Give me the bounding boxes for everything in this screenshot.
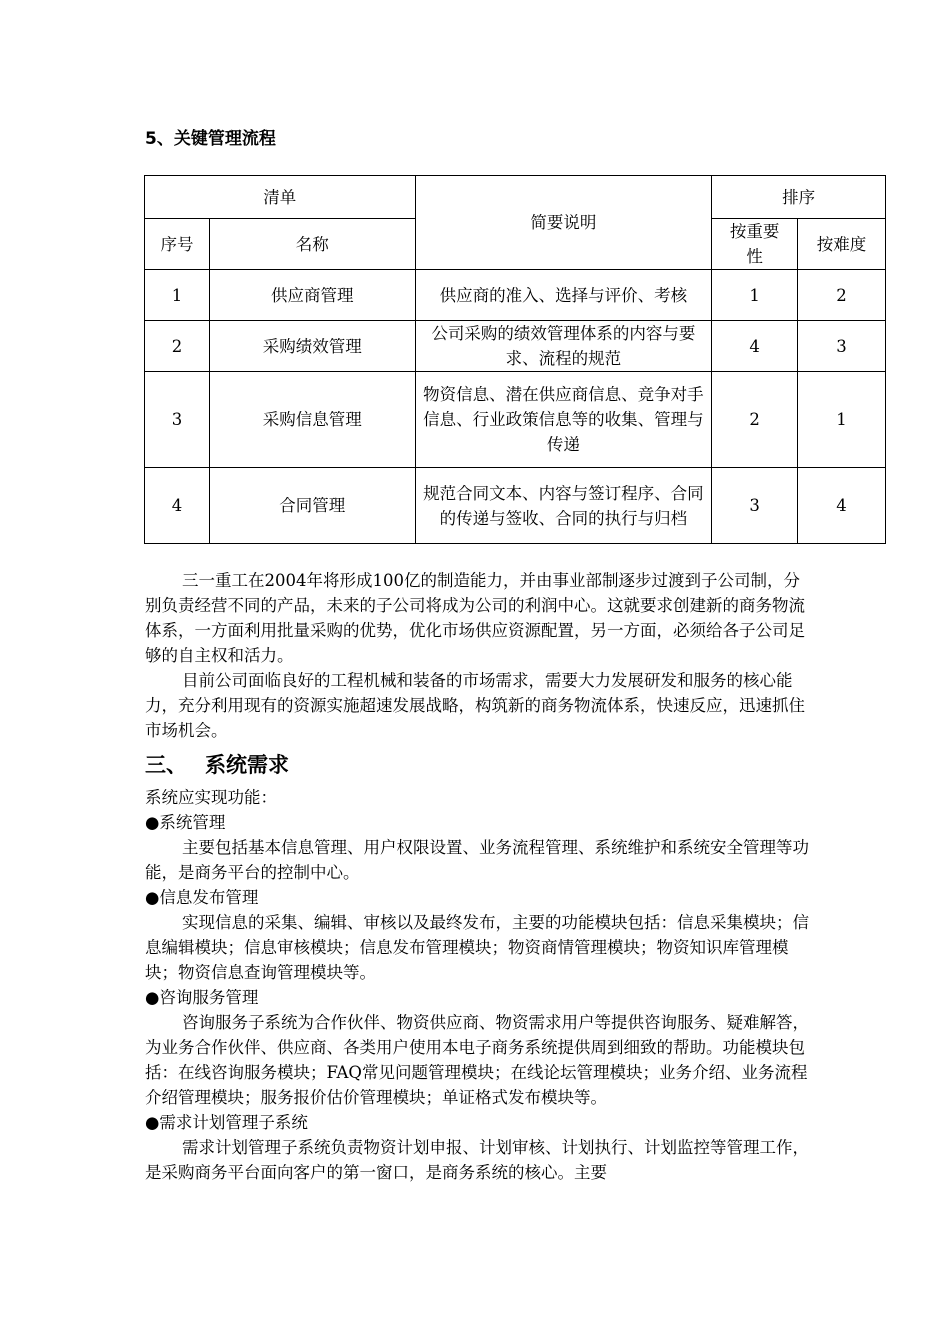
- row-difficulty: 3: [798, 321, 886, 372]
- row-no: 2: [145, 321, 210, 372]
- header-description: 简要说明: [415, 176, 712, 270]
- bullet-demand-planning: ●需求计划管理子系统: [145, 1113, 308, 1132]
- bullet-consulting-service: ●咨询服务管理: [145, 988, 259, 1007]
- header-serial-no: 序号: [145, 219, 210, 270]
- header-by-importance: 按重要性: [712, 219, 798, 270]
- table-row: [145, 372, 886, 468]
- row-importance: 4: [712, 321, 798, 372]
- header-name: 名称: [209, 219, 415, 270]
- row-no: 3: [145, 372, 210, 468]
- bullet-info-publishing: ●信息发布管理: [145, 888, 259, 907]
- row-importance: 3: [712, 468, 798, 544]
- text-demand-planning: 需求计划管理子系统负责物资计划申报、计划审核、计划执行、计划监控等管理工作，是采购商务平台面向客户的第一窗口，是商务系统的核心。主要: [145, 1138, 809, 1182]
- header-ranking: 排序: [712, 176, 886, 219]
- text-system-management: 主要包括基本信息管理、用户权限设置、业务流程管理、系统维护和系统安全管理等功能，是商务平台的控制中心。: [145, 838, 809, 882]
- row-name: 供应商管理: [209, 270, 415, 321]
- section-3-heading: [145, 746, 815, 784]
- row-difficulty: 2: [798, 270, 886, 321]
- row-no: 1: [145, 270, 210, 321]
- functions-intro: 系统应实现功能：: [145, 788, 277, 807]
- table-header-row-1: [145, 176, 886, 219]
- section-3-number: 三、: [145, 753, 187, 777]
- bullet-system-management: ●系统管理: [145, 813, 226, 832]
- paragraph-market-demand: 目前公司面临良好的工程机械和装备的市场需求，需要大力发展研发和服务的核心能力，充分利用现有的资源实施超速发展战略，构筑新的商务物流体系，快速反应，迅速抓住市场机会。: [145, 671, 805, 740]
- text-consulting-service: 咨询服务子系统为合作伙伴、物资供应商、物资需求用户等提供咨询服务、疑难解答，为业务合作伙伴、供应商、各类用户使用本电子商务系统提供周到细致的帮助。功能模块包括：在线咨询服务模块；FAQ常见问题管理模块；在线论坛管理模块；业务介绍、业务流程介绍管理模块；服务报价估价管理模块；单证格式发布模块等。: [145, 1013, 809, 1107]
- row-description: 供应商的准入、选择与评价、考核: [415, 270, 712, 321]
- row-description: 物资信息、潜在供应商信息、竞争对手信息、行业政策信息等的收集、管理与传递: [415, 372, 712, 468]
- row-importance: 1: [712, 270, 798, 321]
- row-name: 采购绩效管理: [209, 321, 415, 372]
- table-row: [145, 321, 886, 372]
- section-3-title: 系统需求: [205, 753, 289, 777]
- row-no: 4: [145, 468, 210, 544]
- row-name: 合同管理: [209, 468, 415, 544]
- table-row: [145, 270, 886, 321]
- header-by-difficulty: 按难度: [798, 219, 886, 270]
- row-name: 采购信息管理: [209, 372, 415, 468]
- header-list: 清单: [145, 176, 416, 219]
- row-importance: 2: [712, 372, 798, 468]
- table-row: [145, 468, 886, 544]
- text-info-publishing: 实现信息的采集、编辑、审核以及最终发布，主要的功能模块包括：信息采集模块；信息编辑模块；信息审核模块；信息发布管理模块；物资商情管理模块；物资知识库管理模块；物资信息查询管理模块等。: [145, 913, 809, 982]
- row-difficulty: 1: [798, 372, 886, 468]
- body-text: [145, 568, 815, 1185]
- key-process-table: [144, 175, 886, 544]
- row-description: 公司采购的绩效管理体系的内容与要求、流程的规范: [415, 321, 712, 372]
- paragraph-company-plan: 三一重工在2004年将形成100亿的制造能力，并由事业部制逐步过渡到子公司制，分别负责经营不同的产品，未来的子公司将成为公司的利润中心。这就要求创建新的商务物流体系，一方面利用批量采购的优势，优化市场供应资源配置，另一方面，必须给各子公司足够的自主权和活力。: [145, 571, 805, 665]
- row-description: 规范合同文本、内容与签订程序、合同的传递与签收、合同的执行与归档: [415, 468, 712, 544]
- row-difficulty: 4: [798, 468, 886, 544]
- section-5-title: 5、关键管理流程: [145, 129, 276, 149]
